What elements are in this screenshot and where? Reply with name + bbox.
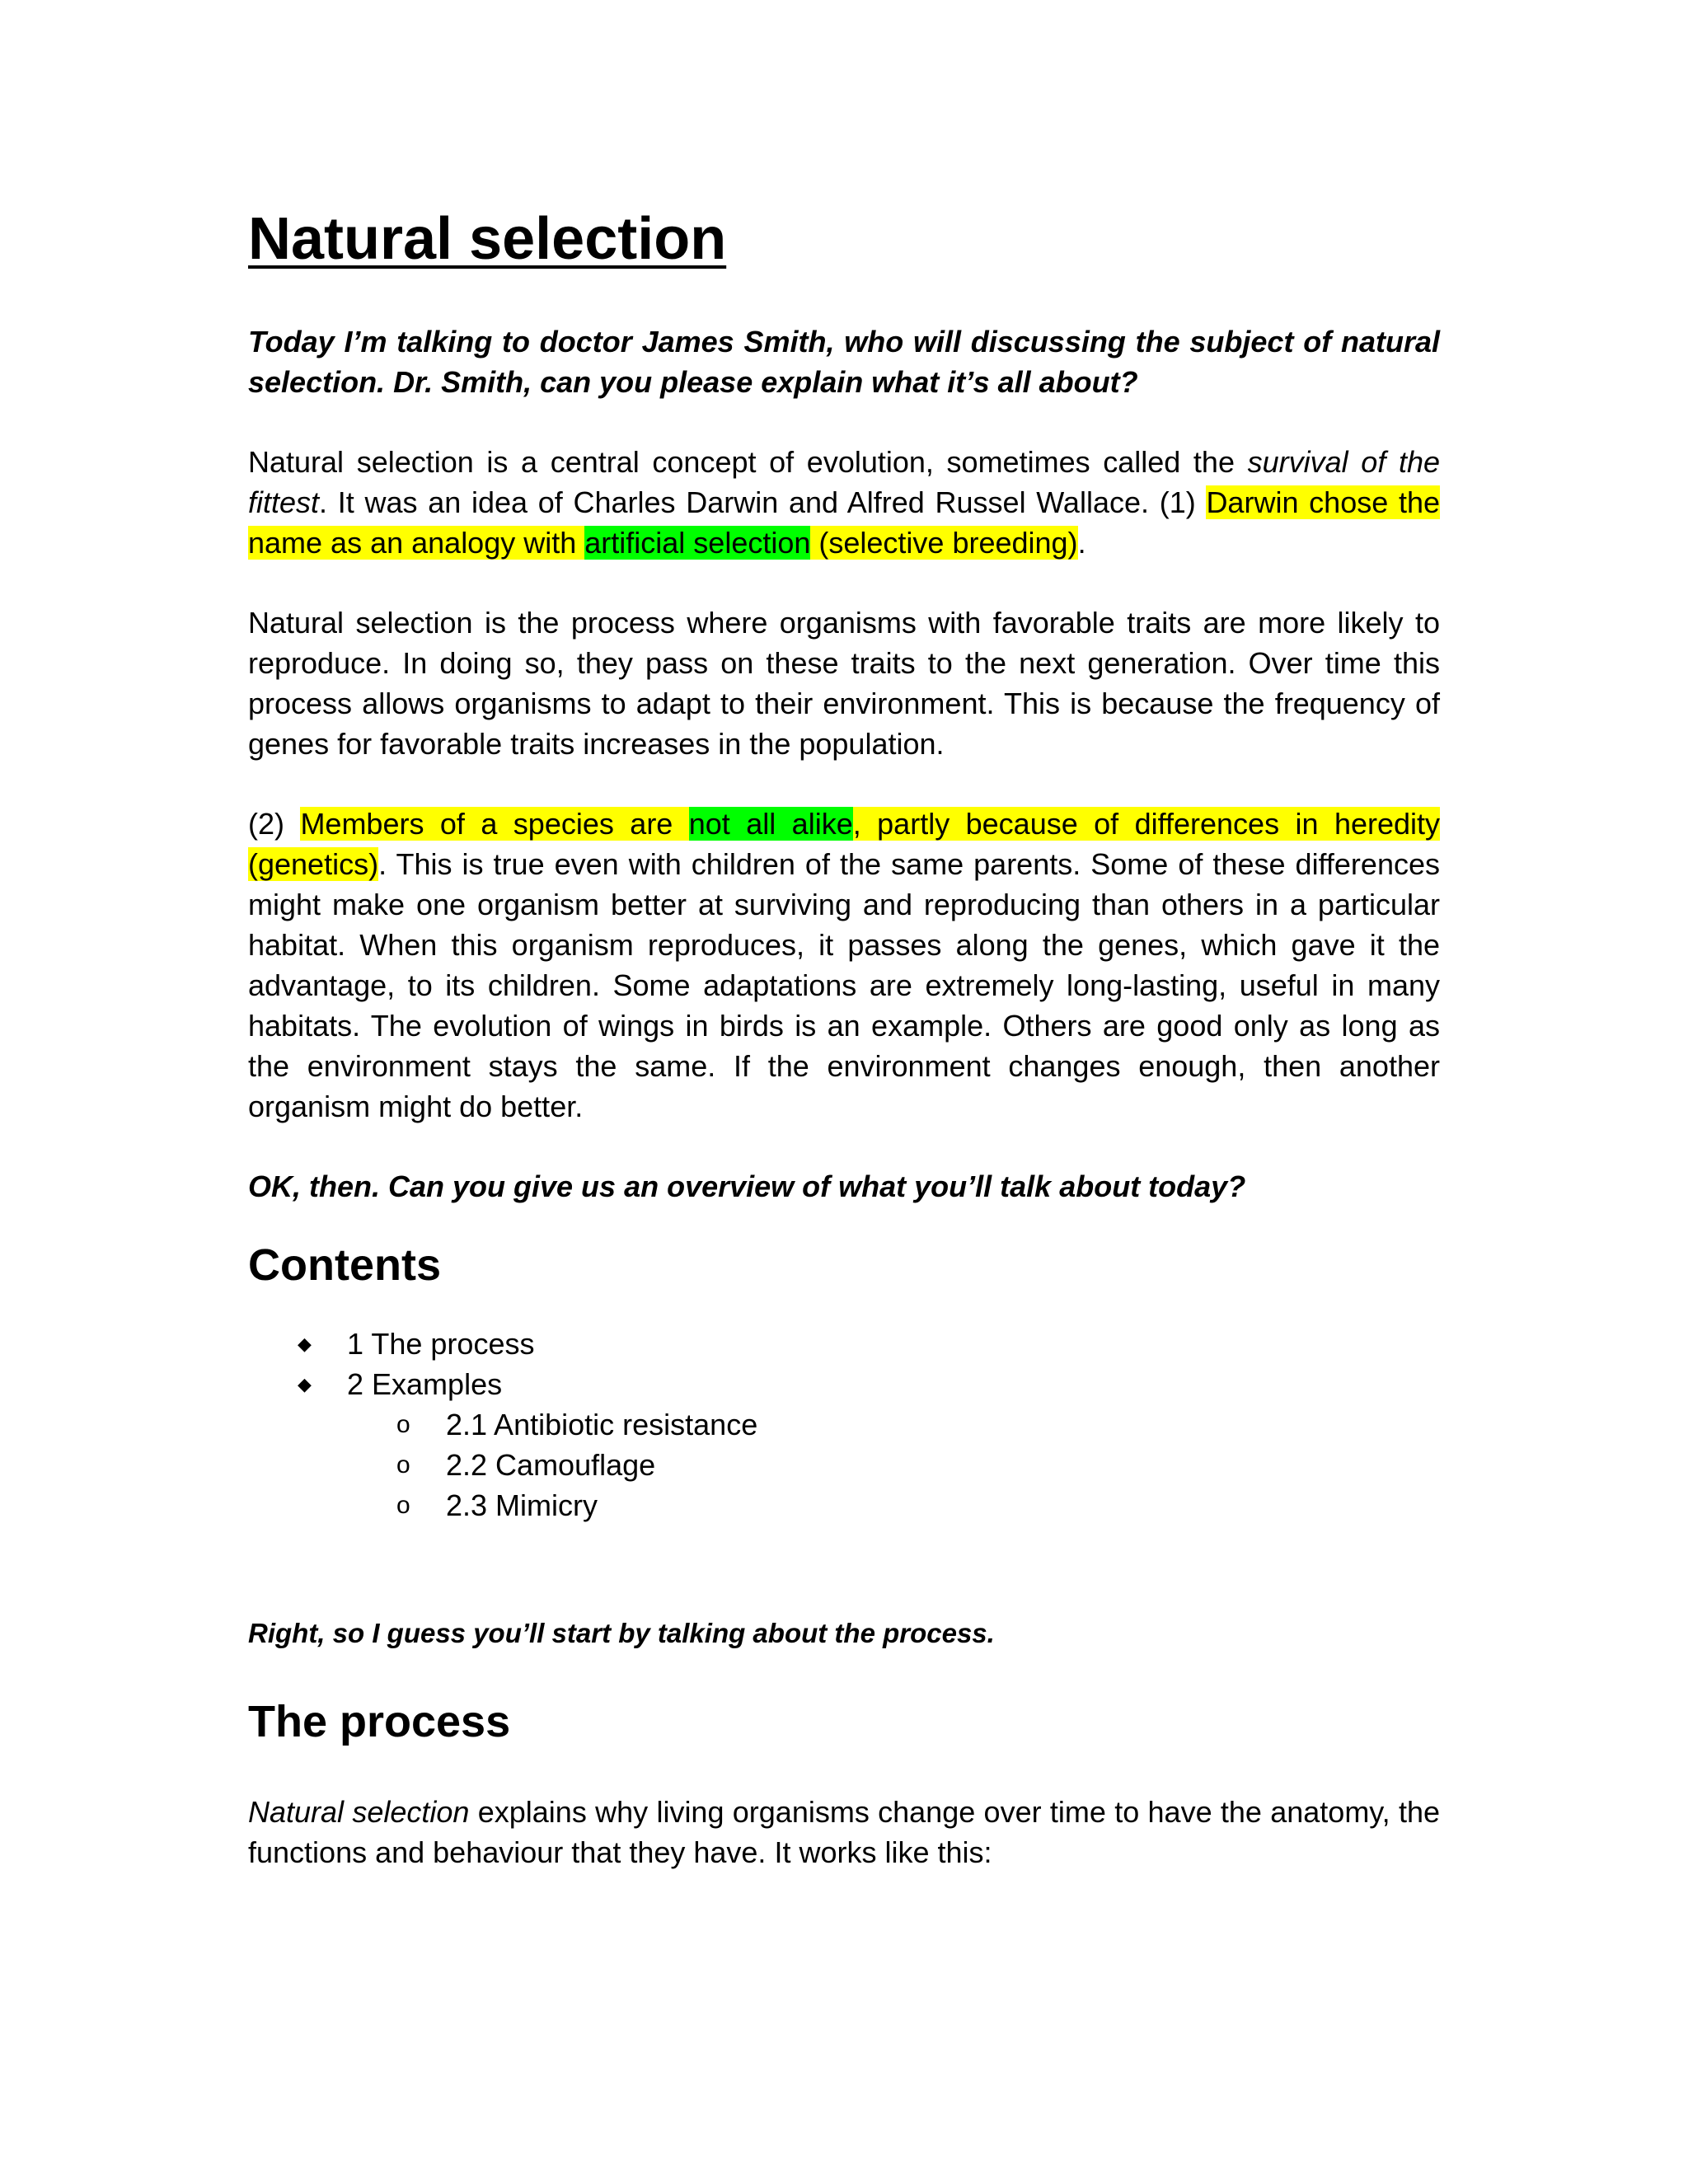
toc-item-label: 2.1 Antibiotic resistance (446, 1408, 758, 1441)
intro-question: Today I’m talking to doctor James Smith, who will discussing the subject of natural selection. Dr. Smith, can you please explain what it’s all about? (248, 325, 1440, 399)
definition-end: . (1077, 526, 1086, 560)
toc-item-examples (248, 1364, 1440, 1404)
natural-selection-paragraph (248, 1792, 1440, 1872)
circle-bullet-icon: o (396, 1492, 410, 1519)
natural-selection-rest: explains why living organisms change over time to have the anatomy, the functions and behaviour that they have. It works like this: (248, 1795, 1440, 1869)
members-highlight-yellow-1: Members of a species are (300, 807, 689, 841)
toc-item-label: 2.3 Mimicry (446, 1488, 598, 1522)
diamond-bullet-icon: ◆ (298, 1333, 312, 1354)
contents-heading: Contents (248, 1240, 441, 1290)
natural-selection-italic: Natural selection (248, 1795, 470, 1829)
toc-item-label: 2 Examples (347, 1367, 503, 1401)
toc-item-the-process (248, 1324, 1440, 1364)
definition-highlight-yellow-1: Darwin chose the name as an analogy with (248, 485, 1441, 560)
definition-text-1: Natural selection is a central concept of evolution, sometimes called the (248, 445, 1248, 479)
toc-item-label: 2.2 Camouflage (446, 1448, 656, 1482)
process-heading: The process (248, 1697, 511, 1746)
process-paragraph: Natural selection is the process where organisms with favorable traits are more likely to reproduce. In doing so, they pass on these traits to the next generation. Over time this process allows organisms to adapt to their environment. This is because the frequency of genes for favorable traits increases in the population. (248, 606, 1440, 761)
overview-question: OK, then. Can you give us an overview of what you’ll talk about today? (248, 1169, 1246, 1203)
definition-paragraph (248, 442, 1440, 563)
circle-bullet-icon: o (396, 1451, 410, 1479)
definition-italic-term: survival of the fittest (248, 445, 1441, 519)
toc-item-antibiotic-resistance (248, 1404, 1440, 1445)
circle-bullet-icon: o (396, 1411, 410, 1438)
definition-text-2: . It was an idea of Charles Darwin and Alfred Russel Wallace. (1) (319, 485, 1207, 519)
definition-highlight-green: artificial selection (584, 526, 811, 560)
toc-item-camouflage (248, 1445, 1440, 1485)
members-highlight-yellow-2: , partly because of differences in heredity (genetics) (248, 807, 1441, 881)
members-highlight-green: not all alike (688, 807, 853, 841)
toc-item-label: 1 The process (347, 1327, 535, 1361)
members-rest: . This is true even with children of the same parents. Some of these differences might make one organism better at surviving and reproducing than others in a particular habitat. When this organism reproduces, it passes along the genes, which gave it the advantage, to its children. Some adaptations are extremely long-lasting, useful in many habitats. The evolution of wings in birds is an example. Others are good only as long as the environment stays the same. If the environment changes enough, then another organism might do better. (248, 847, 1440, 1123)
process-question: Right, so I guess you’ll start by talking about the process. (248, 1618, 995, 1648)
definition-highlight-yellow-2: (selective breeding) (810, 526, 1078, 560)
table-of-contents (248, 1324, 1440, 1526)
page-title: Natural selection (248, 206, 727, 272)
members-prefix: (2) (248, 807, 301, 841)
diamond-bullet-icon: ◆ (298, 1374, 312, 1394)
document-body (248, 198, 1440, 1872)
toc-item-mimicry (248, 1485, 1440, 1526)
members-paragraph (248, 804, 1440, 1127)
